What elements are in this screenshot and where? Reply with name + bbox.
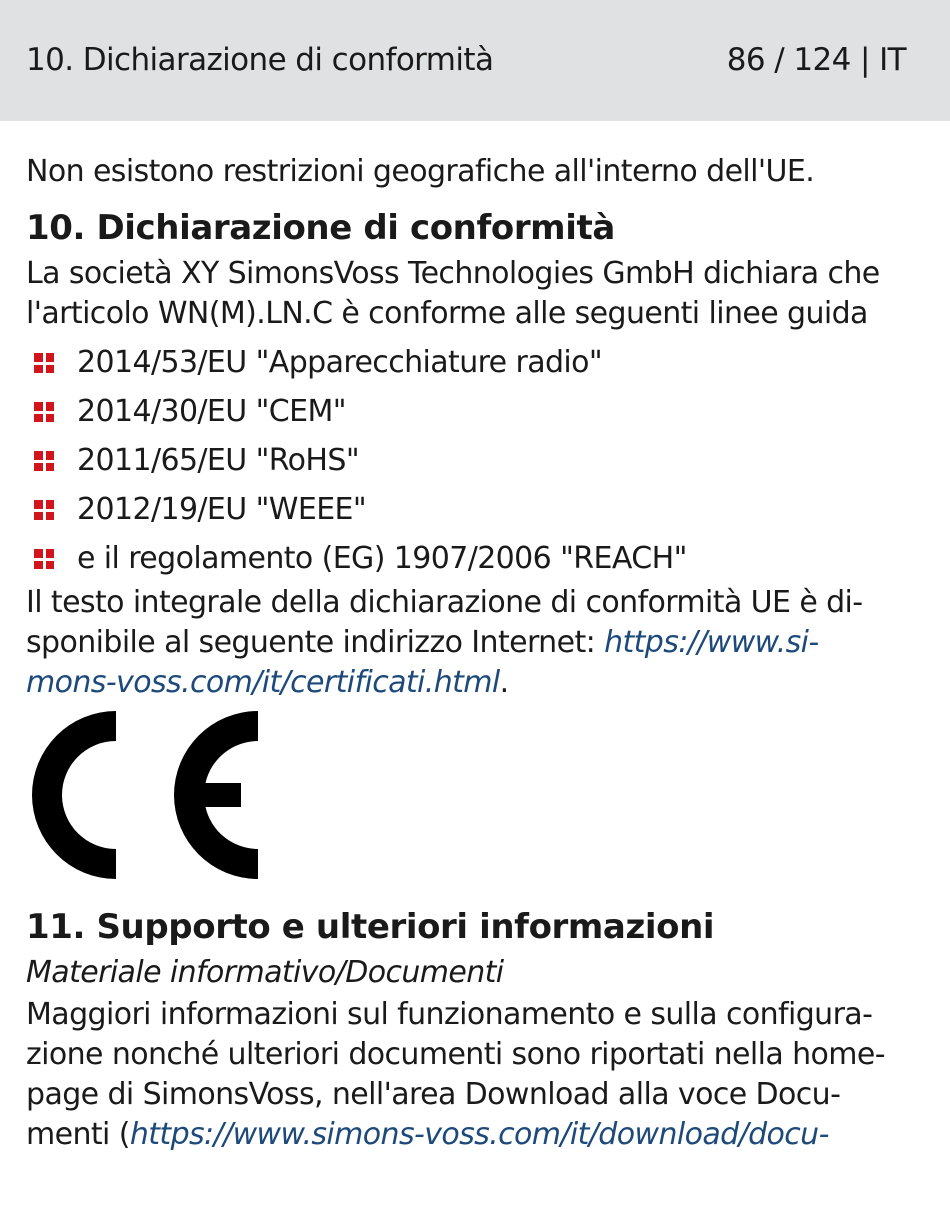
ce-mark-icon <box>26 711 266 879</box>
header-section-title: 10. Dichiarazione di conformità <box>26 42 494 78</box>
conformity-heading: 10. Dichiarazione di conformità <box>26 208 615 248</box>
documents-subheading: Materiale informativo/Documenti <box>26 955 504 990</box>
link-period: . <box>499 665 509 700</box>
list-item-text: 2012/19/EU "WEEE" <box>77 492 367 527</box>
list-item-text: 2011/65/EU "RoHS" <box>77 443 360 478</box>
red-square-grid-icon <box>34 402 54 422</box>
support-line-4: menti ( <box>26 1117 130 1152</box>
list-item <box>26 338 921 387</box>
certificates-link-end[interactable]: mons-voss.com/it/certificati.html <box>26 665 500 700</box>
full-text-line-1: Il testo integrale della dichiarazione di conformità UE è di- <box>26 585 863 620</box>
support-heading: 11. Supporto e ulteriori informazioni <box>26 907 715 947</box>
list-item <box>26 534 921 583</box>
support-paragraph <box>26 995 921 1155</box>
full-text-paragraph <box>26 583 921 703</box>
red-square-grid-icon <box>34 451 54 471</box>
list-item-text: 2014/53/EU "Apparecchiature radio" <box>77 345 603 380</box>
support-line-1: Maggiori informazioni sul funzionamento e sulla configura- <box>26 997 873 1032</box>
list-item <box>26 436 921 485</box>
red-square-grid-icon <box>34 500 54 520</box>
list-item-text: 2014/30/EU "CEM" <box>77 394 346 429</box>
conformity-paragraph: La società XY SimonsVoss Technologies GmbH dichiara che l'articolo WN(M).LN.C è conforme alle seguenti linee guida <box>26 256 880 331</box>
directive-list <box>26 338 921 583</box>
red-square-grid-icon <box>34 353 54 373</box>
certificates-link-start[interactable]: https://www.si- <box>604 625 819 660</box>
list-item <box>26 485 921 534</box>
intro-paragraph: Non esistono restrizioni geografiche all'interno dell'UE. <box>26 154 815 189</box>
page-content <box>26 152 921 1155</box>
page-header <box>0 0 950 121</box>
full-text-line-2: sponibile al seguente indirizzo Internet: <box>26 625 605 660</box>
red-square-grid-icon <box>34 549 54 569</box>
list-item <box>26 387 921 436</box>
support-line-3: page di SimonsVoss, nell'area Download alla voce Docu- <box>26 1077 841 1112</box>
documents-link[interactable]: https://www.simons-voss.com/it/download/docu- <box>129 1117 829 1152</box>
list-item-text: e il regolamento (EG) 1907/2006 "REACH" <box>77 541 687 576</box>
support-line-2: zione nonché ulteriori documenti sono riportati nella home- <box>26 1037 885 1072</box>
header-page-number: 86 / 124 | IT <box>726 42 906 78</box>
